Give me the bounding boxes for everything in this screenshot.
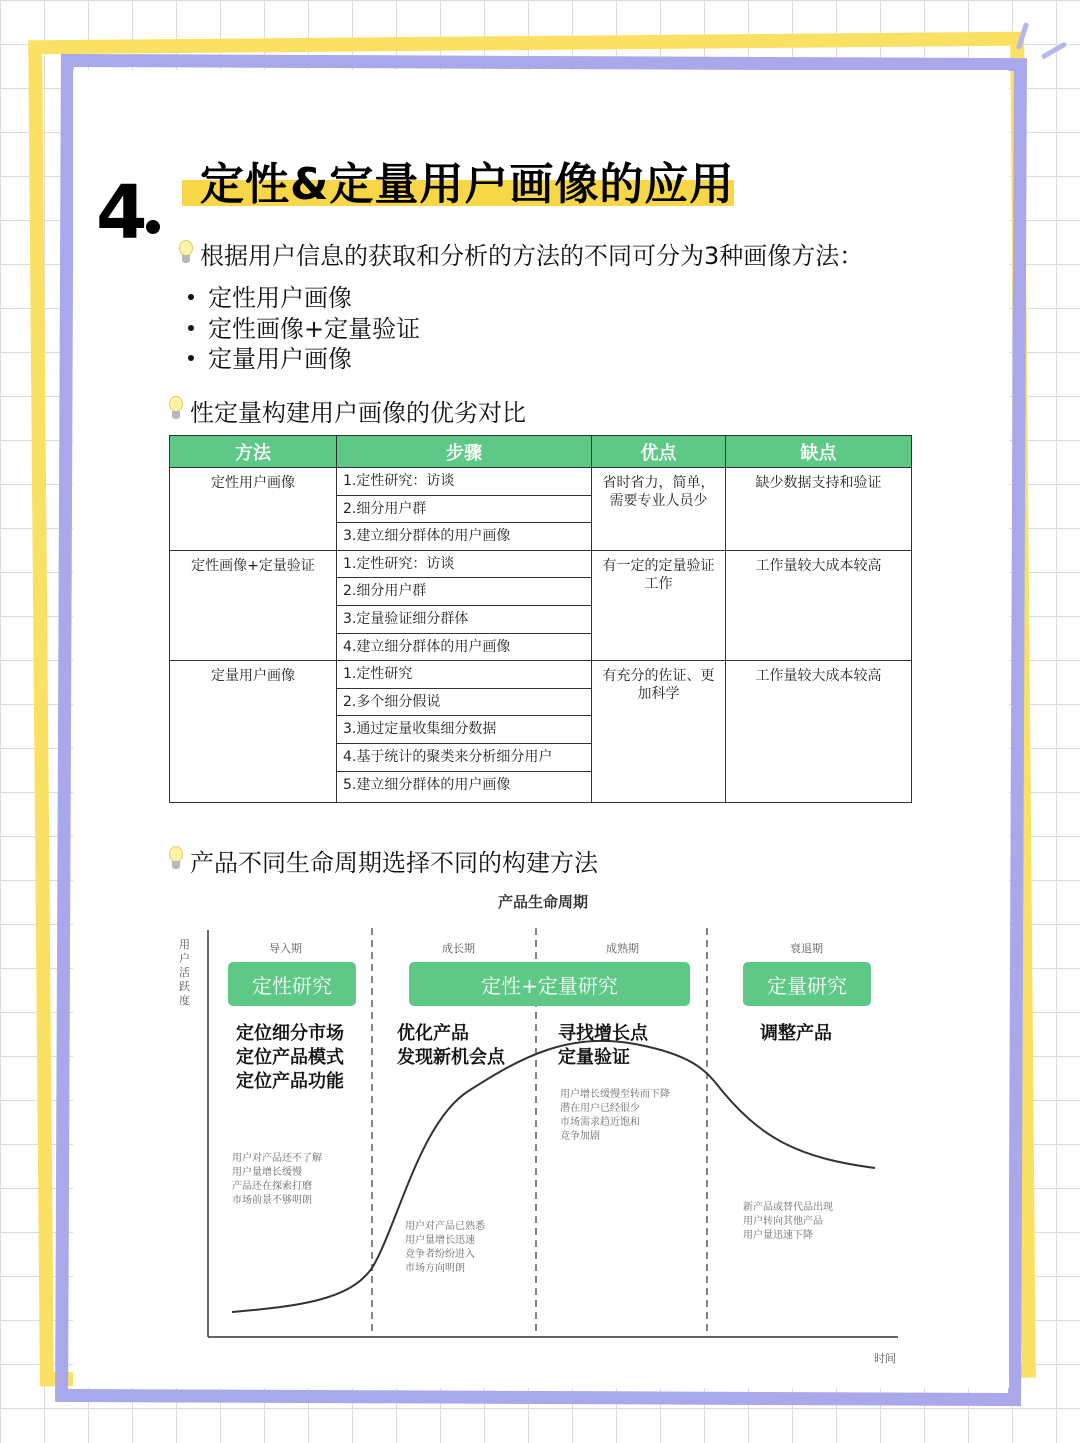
- method-pill-combined: 定性+定量研究: [409, 962, 690, 1006]
- method-cell: 定量用户画像: [170, 661, 337, 802]
- x-axis-label: 时间: [874, 1352, 896, 1365]
- step-cell: 4.基于统计的聚类来分析细分用户: [337, 743, 592, 771]
- method-cell: 定性画像+定量验证: [170, 550, 337, 660]
- chart-title: 产品生命周期: [498, 893, 589, 911]
- intro-text: 根据用户信息的获取和分析的方法的不同可分为3种画像方法：: [200, 242, 864, 270]
- step-cell: 1.定性研究：访谈: [337, 468, 592, 496]
- step-cell: 2.细分用户群: [337, 578, 592, 606]
- step-cell: 1.定性研究：访谈: [337, 550, 592, 578]
- cons-cell: 工作量较大成本较高: [726, 550, 912, 660]
- comparison-heading: 性定量构建用户画像的优劣对比: [190, 399, 526, 427]
- step-cell: 3.定量验证细分群体: [337, 605, 592, 633]
- step-cell: 1.定性研究: [337, 661, 592, 689]
- pros-cell: 有一定的定量验证工作: [592, 550, 726, 660]
- header-method: 方法: [170, 436, 337, 468]
- phase-label-intro: 导入期: [269, 942, 302, 955]
- header-cons: 缺点: [726, 436, 912, 468]
- list-item: 定性用户画像: [184, 283, 420, 314]
- phase-notes-decline: 新产品或替代品出现 用户转向其他产品 用户量迅速下降: [743, 1202, 833, 1241]
- step-cell: 5.建立细分群体的用户画像: [337, 771, 592, 802]
- phase-goals-growth: 优化产品 发现新机会点: [397, 1023, 505, 1068]
- step-cell: 4.建立细分群体的用户画像: [337, 633, 592, 661]
- list-item: 定性画像+定量验证: [184, 314, 420, 345]
- phase-label-maturity: 成熟期: [606, 942, 639, 955]
- y-axis-label: 用户活跃度: [179, 938, 190, 1007]
- section-number: 4: [96, 170, 146, 256]
- lifecycle-heading: 产品不同生命周期选择不同的构建方法: [190, 849, 598, 877]
- phase-goals-intro: 定位细分市场 定位产品模式 定位产品功能: [236, 1023, 344, 1092]
- cons-cell: 工作量较大成本较高: [726, 661, 912, 802]
- pros-cell: 有充分的佐证、更加科学: [592, 661, 726, 802]
- page-title: 定性&定量用户画像的应用: [200, 159, 735, 210]
- phase-label-decline: 衰退期: [790, 942, 823, 955]
- header-steps: 步骤: [337, 436, 592, 468]
- cons-cell: 缺少数据支持和验证: [726, 468, 912, 551]
- phase-goals-decline: 调整产品: [760, 1023, 832, 1044]
- step-cell: 2.多个细分假说: [337, 688, 592, 716]
- phase-label-growth: 成长期: [442, 942, 475, 955]
- method-pill-quantitative: 定量研究: [743, 962, 871, 1006]
- header-pros: 优点: [592, 436, 726, 468]
- method-pill-qualitative: 定性研究: [228, 962, 356, 1006]
- list-item: 定量用户画像: [184, 344, 420, 375]
- step-cell: 2.细分用户群: [337, 495, 592, 523]
- method-cell: 定性用户画像: [170, 468, 337, 551]
- step-cell: 3.建立细分群体的用户画像: [337, 523, 592, 551]
- phase-notes-intro: 用户对产品还不了解 用户量增长缓慢 产品还在探索打磨 市场前景不够明朗: [232, 1153, 322, 1206]
- pros-cell: 省时省力，简单，需要专业人员少: [592, 468, 726, 551]
- phase-notes-growth: 用户对产品已熟悉 用户量增长迅速 竞争者纷纷进入 市场方向明朗: [405, 1221, 485, 1274]
- phase-notes-maturity: 用户增长缓慢至转而下降 潜在用户已经很少 市场需求趋近饱和 竞争加剧: [560, 1089, 670, 1142]
- step-cell: 3.通过定量收集细分数据: [337, 716, 592, 744]
- phase-goals-maturity: 寻找增长点 定量验证: [558, 1023, 648, 1068]
